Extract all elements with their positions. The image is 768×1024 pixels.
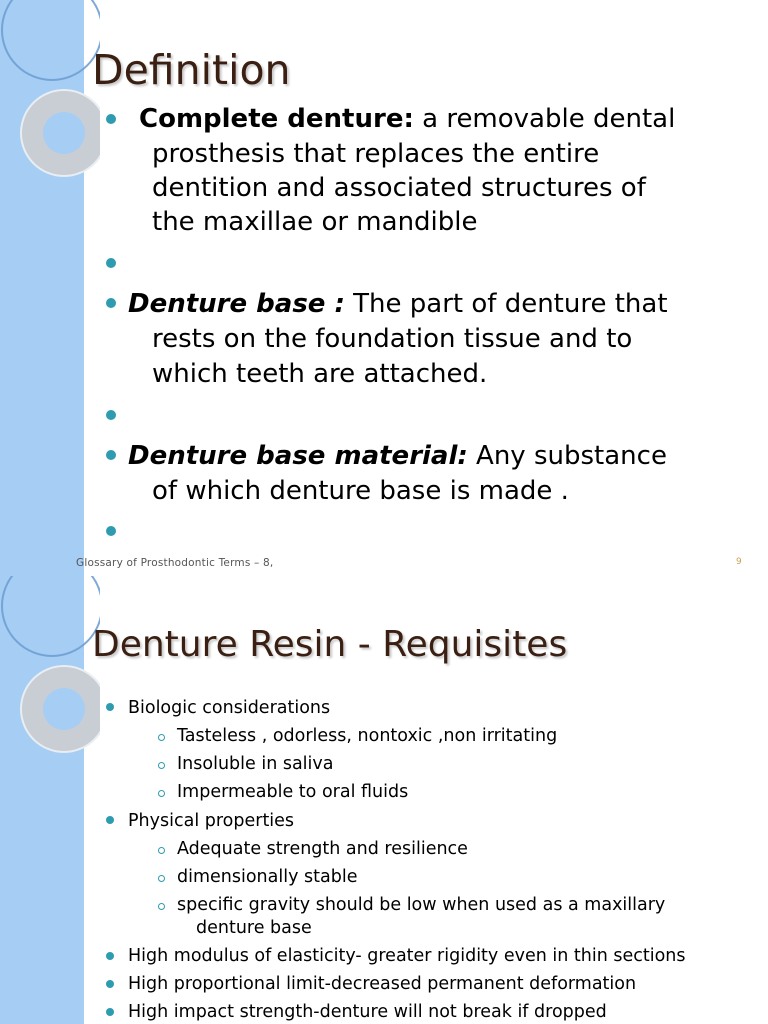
sub-list-item: Impermeable to oral fluids — [177, 782, 409, 802]
sub-list-item: Adequate strength and resilience — [177, 839, 468, 859]
definition-line: Any substance — [476, 441, 667, 471]
sub-bullet-icon — [158, 762, 165, 769]
sub-list-item-continuation: denture base — [196, 918, 312, 938]
requisites-list — [0, 576, 768, 1024]
sub-list-item: Tasteless , odorless, nontoxic ,non irritating — [177, 726, 558, 746]
term: Complete denture: — [139, 104, 414, 134]
sub-list-item: specific gravity should be low when used as a maxillary — [177, 895, 666, 915]
bullet-icon — [106, 952, 114, 960]
bullet-icon — [106, 526, 116, 536]
sub-bullet-icon — [158, 875, 165, 882]
sub-list-item: dimensionally stable — [177, 867, 358, 887]
footer-citation: Glossary of Prosthodontic Terms – 8, — [76, 557, 274, 569]
page-number: 9 — [736, 557, 742, 567]
sub-bullet-icon — [158, 847, 165, 854]
list-item — [128, 287, 668, 322]
list-item: Physical properties — [128, 811, 295, 831]
bullet-icon — [106, 980, 114, 988]
term: Denture base : — [128, 289, 345, 319]
definition-line: a removable dental — [422, 104, 676, 134]
definition-line: rests on the foundation tissue and to — [152, 324, 633, 354]
bullet-icon — [106, 298, 116, 308]
slide-title: Denture Resin - Requisites — [92, 624, 568, 665]
bullet-icon — [106, 410, 116, 420]
definition-line: of which denture base is made . — [152, 476, 569, 506]
bullet-icon — [106, 816, 114, 824]
slide-requisites — [0, 576, 768, 1024]
list-item — [139, 102, 675, 137]
bullet-icon — [106, 114, 116, 124]
definition-line: which teeth are attached. — [152, 359, 488, 389]
bullet-icon — [106, 258, 116, 268]
list-item — [128, 439, 667, 474]
bullet-icon — [106, 1008, 114, 1016]
list-item: High modulus of elasticity- greater rigidity even in thin sections — [128, 946, 686, 966]
sub-list-item: Insoluble in saliva — [177, 754, 334, 774]
definition-line: dentition and associated structures of — [152, 173, 646, 203]
sub-bullet-icon — [158, 903, 165, 910]
sub-bullet-icon — [158, 734, 165, 741]
list-item: Biologic considerations — [128, 698, 331, 718]
bullet-icon — [106, 450, 116, 460]
definition-line: prosthesis that replaces the entire — [152, 139, 600, 169]
definition-line: The part of denture that — [353, 289, 668, 319]
definition-line: the maxillae or mandible — [152, 207, 478, 237]
term: Denture base material: — [128, 441, 468, 471]
sub-bullet-icon — [158, 790, 165, 797]
list-item: High proportional limit-decreased permanent deformation — [128, 974, 637, 994]
slide-title: Definition — [92, 46, 291, 94]
list-item: High impact strength-denture will not break if dropped — [128, 1002, 607, 1022]
bullet-icon — [106, 703, 114, 711]
